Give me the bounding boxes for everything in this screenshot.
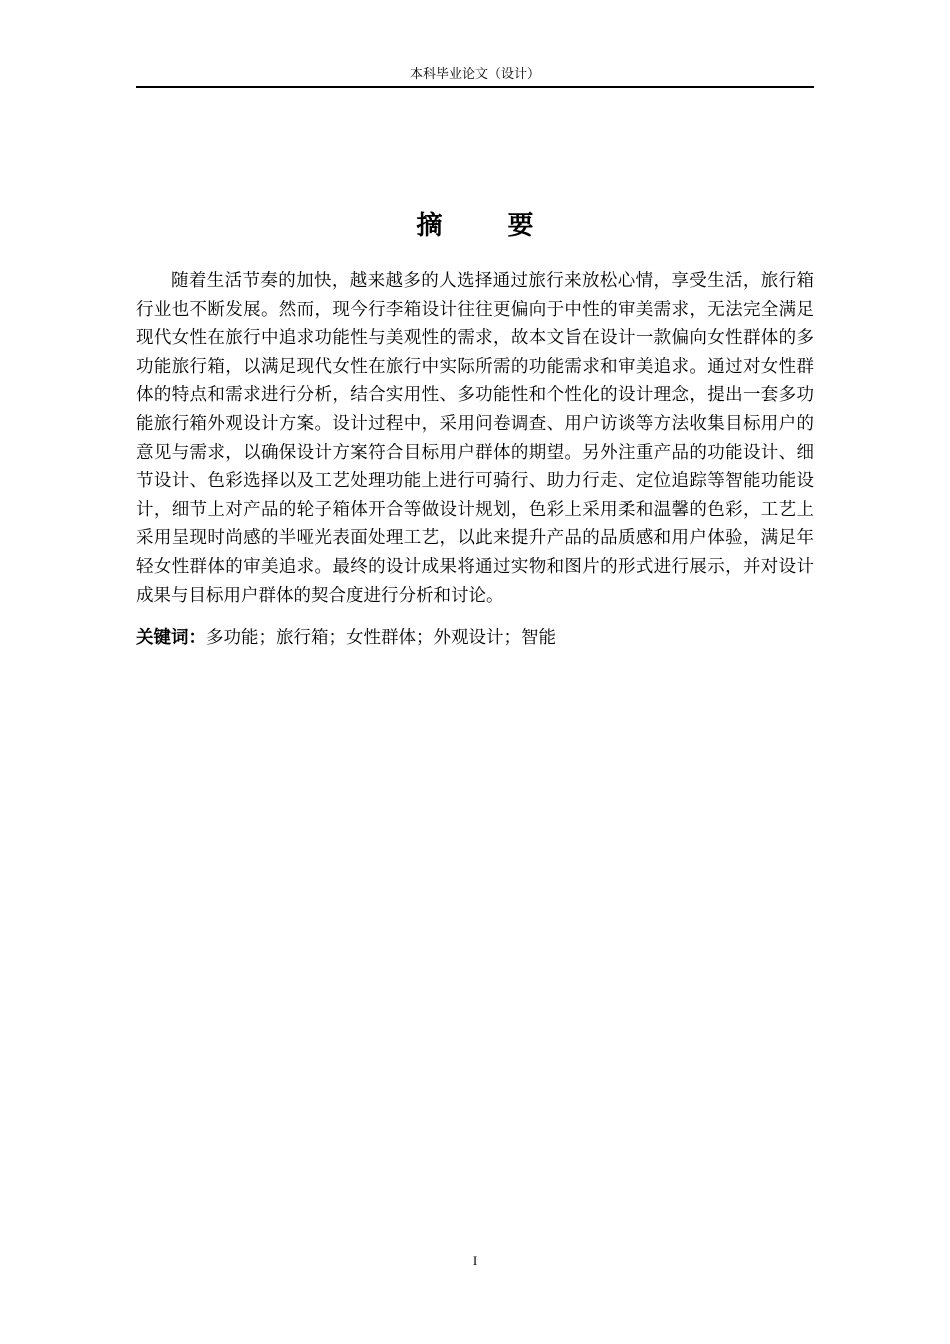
page-number: I bbox=[472, 1253, 478, 1268]
keywords-values: 多功能；旅行箱；女性群体；外观设计；智能 bbox=[206, 628, 556, 648]
keywords-line bbox=[136, 624, 814, 652]
abstract-body: 随着生活节奏的加快，越来越多的人选择通过旅行来放松心情，享受生活，旅行箱行业也不断发展。然而，现今行李箱设计往往更偏向于中性的审美需求，无法完全满足现代女性在旅行中追求功能性与美观性的需求，故本文旨在设计一款偏向女性群体的多功能旅行箱，以满足现代女性在旅行中实际所需的功能需求和审美追求。通过对女性群体的特点和需求进行分析，结合实用性、多功能性和个性化的设计理念，提出一套多功能旅行箱外观设计方案。设计过程中，采用问卷调查、用户访谈等方法收集目标用户的意见与需求，以确保设计方案符合目标用户群体的期望。另外注重产品的功能设计、细节设计、色彩选择以及工艺处理功能上进行可骑行、助力行走、定位追踪等智能功能设计，细节上对产品的轮子箱体开合等做设计规划，色彩上采用柔和温馨的色彩，工艺上采用呈现时尚感的半哑光表面处理工艺，以此来提升产品的品质感和用户体验，满足年轻女性群体的审美追求。最终的设计成果将通过实物和图片的形式进行展示，并对设计成果与目标用户群体的契合度进行分析和讨论。 bbox=[136, 271, 814, 606]
page-header: 本科毕业论文（设计） bbox=[409, 67, 540, 82]
header-divider bbox=[136, 86, 814, 88]
keywords-label: 关键词： bbox=[136, 628, 206, 648]
abstract-title: 摘 要 bbox=[416, 211, 562, 241]
